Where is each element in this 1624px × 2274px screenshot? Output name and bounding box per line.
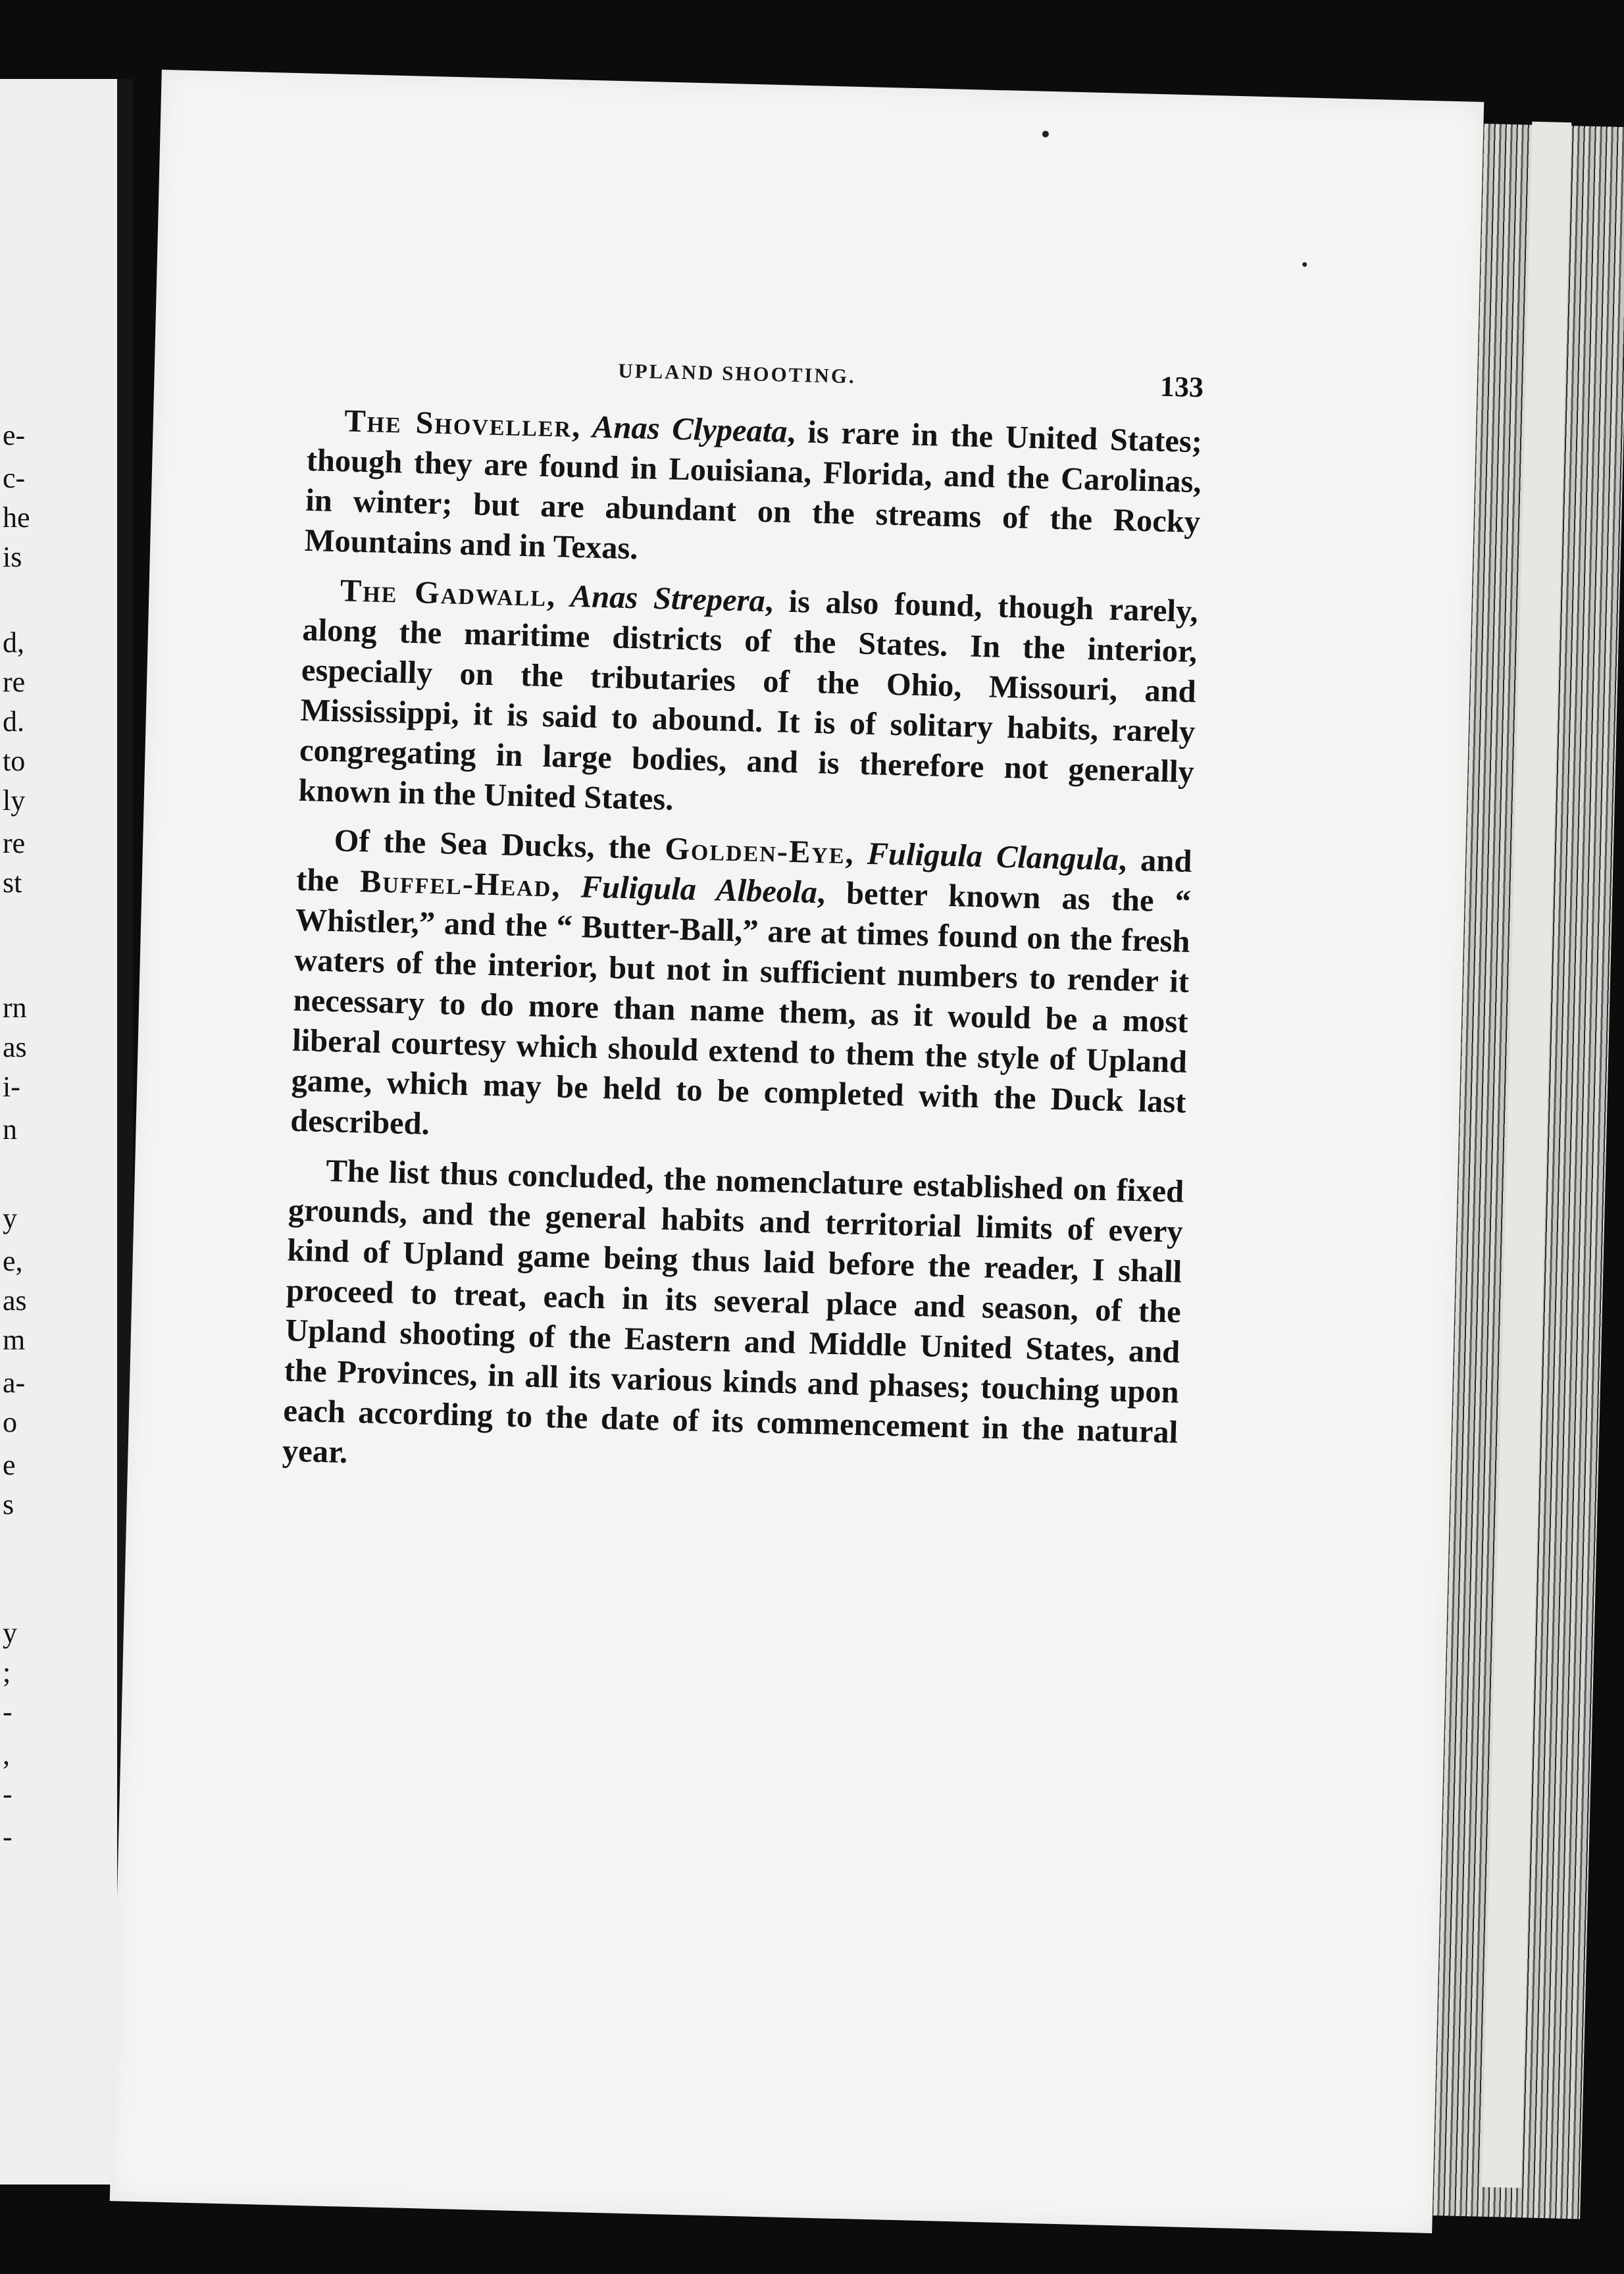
paragraph bbox=[290, 820, 1193, 1163]
paragraph-text: , bbox=[546, 578, 571, 614]
ink-speck bbox=[1042, 131, 1049, 138]
left-page-fragment bbox=[0, 79, 133, 2185]
scientific-name: Fuligula Albeola bbox=[580, 869, 818, 911]
left-page-fragment-text: d, bbox=[3, 626, 24, 659]
scientific-name: Anas Clypeata bbox=[592, 409, 788, 449]
left-page-fragment-text: m bbox=[3, 1324, 26, 1356]
left-page-fragment-text: ; bbox=[3, 1656, 11, 1688]
left-page-fragment-text: a- bbox=[3, 1367, 26, 1399]
left-page-fragment-text: i- bbox=[3, 1071, 20, 1103]
left-page-fragment-text: is bbox=[3, 541, 22, 573]
left-page-fragment-text: ly bbox=[3, 784, 26, 817]
page-number: 133 bbox=[1159, 370, 1204, 404]
species-name: Golden-Eye bbox=[664, 831, 846, 871]
species-name: The Shoveller bbox=[343, 403, 572, 444]
left-page-fragment-text: to bbox=[3, 745, 26, 777]
left-page-fragment-text: , bbox=[3, 1738, 10, 1771]
left-page-fragment-text: s bbox=[3, 1488, 14, 1521]
paragraph bbox=[304, 400, 1203, 582]
paragraph-text: Of the Sea Ducks, the bbox=[334, 823, 665, 867]
species-name: Buffel-Head bbox=[359, 864, 553, 904]
left-page-fragment-text: o bbox=[3, 1406, 17, 1438]
paragraph-text: , bbox=[551, 869, 582, 905]
scientific-name: Anas Strepera bbox=[570, 578, 766, 619]
species-name: The Gadwall bbox=[340, 573, 547, 613]
paragraph bbox=[282, 1150, 1184, 1493]
left-page-fragment-text: rn bbox=[3, 992, 27, 1024]
left-page-fragment-text: as bbox=[3, 1284, 27, 1317]
left-page-fragment-text: re bbox=[3, 827, 26, 859]
page-text bbox=[282, 349, 1204, 1502]
left-page-fragment-text: e, bbox=[3, 1245, 23, 1277]
paragraph-text: , bbox=[844, 836, 868, 871]
left-page-fragment-text: y bbox=[3, 1202, 17, 1234]
paragraph-text: , and the bbox=[295, 842, 1193, 899]
left-page-fragment-text: re bbox=[3, 666, 26, 698]
paragraph bbox=[298, 570, 1199, 832]
running-head: UPLAND SHOOTING. bbox=[617, 359, 857, 388]
paragraph-text: , is rare in the United States; though they are found in Louisiana, Florida, and the Carolinas, in winter; but are abundant on the streams of the Rocky Mountains and in Texas. bbox=[304, 414, 1203, 567]
paragraph-text: The list thus concluded, the nomenclature established on fixed grounds, and the general habits and territorial limits of every kind of Upland game being thus laid before the reader, I shall proceed to treat, each in its several place and season, of the Upland shooting of the Eastern and Middle United States, and the Provinces, in all its various kinds and phases; touching upon each according to the date of its commencement in the natural year. bbox=[282, 1153, 1184, 1470]
left-page-fragment-text: d. bbox=[3, 705, 24, 738]
left-page-fragment-text: he bbox=[3, 501, 30, 534]
body-text bbox=[282, 400, 1202, 1493]
left-page-fragment-text: e- bbox=[3, 419, 26, 451]
left-page-fragment-text: - bbox=[3, 1696, 13, 1728]
scientific-name: Fuligula Clangula bbox=[867, 836, 1119, 878]
paragraph-text: , is also found, though rarely, along the maritime districts of the States. In the interior, especially on the tributaries of the Ohio, Missouri, and Mississippi, it is said to abound. It is of solitary habits, rarely congregating in large bodies, and is therefore not generally known in the United States. bbox=[297, 584, 1199, 817]
left-page-fragment-text: n bbox=[3, 1113, 17, 1146]
left-page-fragment-text: e bbox=[3, 1449, 16, 1481]
left-page-fragment-text: c- bbox=[3, 462, 26, 494]
left-page-fragment-text: st bbox=[3, 867, 22, 899]
paragraph-text: , bbox=[571, 409, 593, 445]
left-page-fragment-text: - bbox=[3, 1778, 13, 1810]
left-page-fragment-text: - bbox=[3, 1821, 13, 1853]
paragraph-text: , better known as the “ Whistler,” and the “ Butter-Ball,” are at times found on the fresh waters of the interior, but not in sufficient numbers to render it necessary to do more than name them, as it would be a most liberal courtesy which should extend to them the style of Upland game, which may be held to be completed with the Duck last described. bbox=[290, 875, 1192, 1142]
ink-speck bbox=[1302, 262, 1307, 266]
left-page-fragment-text: as bbox=[3, 1031, 27, 1063]
left-page-fragment-text: y bbox=[3, 1617, 17, 1649]
